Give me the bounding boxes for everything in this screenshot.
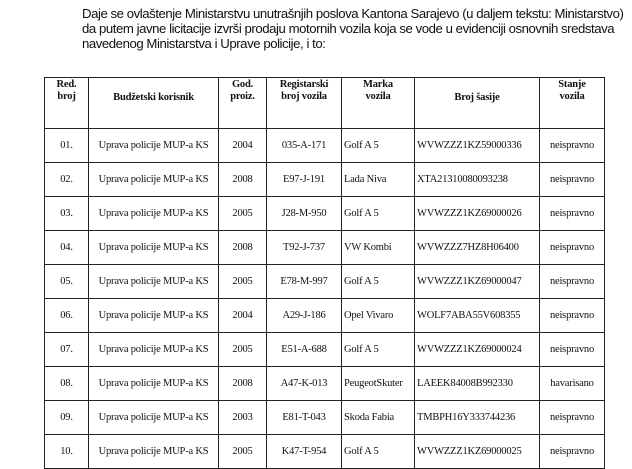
header-god-proiz: God. proiz. bbox=[219, 78, 267, 129]
cell-marka-vozila: Golf A 5 bbox=[342, 197, 415, 231]
cell-broj-sasije: XTA21310080093238 bbox=[415, 163, 540, 197]
cell-broj-sasije: WVWZZZ7HZ8H06400 bbox=[415, 231, 540, 265]
cell-budzetski-korisnik: Uprava policije MUP-a KS bbox=[89, 265, 219, 299]
cell-red-broj: 04. bbox=[45, 231, 89, 265]
cell-god-proiz: 2004 bbox=[219, 129, 267, 163]
table-row bbox=[45, 333, 605, 367]
cell-broj-sasije: WVWZZZ1KZ69000047 bbox=[415, 265, 540, 299]
cell-stanje-vozila: neispravno bbox=[540, 163, 605, 197]
cell-stanje-vozila: neispravno bbox=[540, 231, 605, 265]
cell-red-broj: 05. bbox=[45, 265, 89, 299]
table-row bbox=[45, 129, 605, 163]
cell-registarski-broj: E78-M-997 bbox=[267, 265, 342, 299]
cell-registarski-broj: T92-J-737 bbox=[267, 231, 342, 265]
header-marka-vozila: Marka vozila bbox=[342, 78, 415, 129]
cell-stanje-vozila: havarisano bbox=[540, 367, 605, 401]
header-broj-sasije: Broj šasije bbox=[415, 78, 540, 129]
cell-budzetski-korisnik: Uprava policije MUP-a KS bbox=[89, 129, 219, 163]
cell-god-proiz: 2005 bbox=[219, 333, 267, 367]
cell-marka-vozila: Lada Niva bbox=[342, 163, 415, 197]
cell-broj-sasije: WVWZZZ1KZ69000026 bbox=[415, 197, 540, 231]
cell-budzetski-korisnik: Uprava policije MUP-a KS bbox=[89, 435, 219, 469]
cell-red-broj: 09. bbox=[45, 401, 89, 435]
cell-marka-vozila: Golf A 5 bbox=[342, 265, 415, 299]
vehicle-table bbox=[44, 77, 605, 469]
cell-red-broj: 03. bbox=[45, 197, 89, 231]
intro-line: da putem javne licitacije izvrši prodaju motornih vozila koja se vode u evidenciji osnovnih sredstava bbox=[82, 21, 615, 37]
cell-marka-vozila: Golf A 5 bbox=[342, 435, 415, 469]
cell-red-broj: 07. bbox=[45, 333, 89, 367]
table-row bbox=[45, 197, 605, 231]
table-row bbox=[45, 367, 605, 401]
cell-marka-vozila: PeugeotSkuter bbox=[342, 367, 415, 401]
cell-stanje-vozila: neispravno bbox=[540, 299, 605, 333]
cell-registarski-broj: J28-M-950 bbox=[267, 197, 342, 231]
cell-stanje-vozila: neispravno bbox=[540, 401, 605, 435]
cell-god-proiz: 2005 bbox=[219, 197, 267, 231]
cell-broj-sasije: LAEEK84008B992330 bbox=[415, 367, 540, 401]
cell-god-proiz: 2008 bbox=[219, 231, 267, 265]
cell-registarski-broj: 035-A-171 bbox=[267, 129, 342, 163]
table-header-row bbox=[45, 78, 605, 129]
cell-broj-sasije: WVWZZZ1KZ69000024 bbox=[415, 333, 540, 367]
header-registarski-broj: Registarski broj vozila bbox=[267, 78, 342, 129]
cell-registarski-broj: K47-T-954 bbox=[267, 435, 342, 469]
cell-budzetski-korisnik: Uprava policije MUP-a KS bbox=[89, 333, 219, 367]
cell-red-broj: 08. bbox=[45, 367, 89, 401]
cell-budzetski-korisnik: Uprava policije MUP-a KS bbox=[89, 401, 219, 435]
cell-budzetski-korisnik: Uprava policije MUP-a KS bbox=[89, 367, 219, 401]
cell-broj-sasije: WVWZZZ1KZ69000025 bbox=[415, 435, 540, 469]
table-row bbox=[45, 163, 605, 197]
cell-budzetski-korisnik: Uprava policije MUP-a KS bbox=[89, 163, 219, 197]
table-row bbox=[45, 265, 605, 299]
cell-stanje-vozila: neispravno bbox=[540, 197, 605, 231]
intro-line: navedenog Ministarstva i Uprave policije, i to: bbox=[82, 36, 326, 52]
intro-paragraph bbox=[82, 6, 624, 52]
cell-marka-vozila: Golf A 5 bbox=[342, 129, 415, 163]
cell-marka-vozila: Skoda Fabia bbox=[342, 401, 415, 435]
header-stanje-vozila: Stanje vozila bbox=[540, 78, 605, 129]
cell-god-proiz: 2005 bbox=[219, 435, 267, 469]
cell-budzetski-korisnik: Uprava policije MUP-a KS bbox=[89, 231, 219, 265]
cell-god-proiz: 2008 bbox=[219, 163, 267, 197]
cell-red-broj: 06. bbox=[45, 299, 89, 333]
cell-stanje-vozila: neispravno bbox=[540, 129, 605, 163]
cell-marka-vozila: Opel Vivaro bbox=[342, 299, 415, 333]
cell-god-proiz: 2005 bbox=[219, 265, 267, 299]
cell-broj-sasije: WVWZZZ1KZ59000336 bbox=[415, 129, 540, 163]
cell-marka-vozila: Golf A 5 bbox=[342, 333, 415, 367]
cell-broj-sasije: WOLF7ABA55V608355 bbox=[415, 299, 540, 333]
cell-budzetski-korisnik: Uprava policije MUP-a KS bbox=[89, 299, 219, 333]
cell-red-broj: 02. bbox=[45, 163, 89, 197]
cell-red-broj: 01. bbox=[45, 129, 89, 163]
header-red-broj: Red. broj bbox=[45, 78, 89, 129]
table-row bbox=[45, 401, 605, 435]
cell-stanje-vozila: neispravno bbox=[540, 265, 605, 299]
cell-stanje-vozila: neispravno bbox=[540, 435, 605, 469]
table-row bbox=[45, 299, 605, 333]
cell-god-proiz: 2008 bbox=[219, 367, 267, 401]
cell-red-broj: 10. bbox=[45, 435, 89, 469]
intro-line: Daje se ovlaštenje Ministarstvu unutrašnjih poslova Kantona Sarajevo (u daljem tekstu: Ministarstvo) bbox=[82, 6, 624, 21]
table-row bbox=[45, 231, 605, 265]
cell-budzetski-korisnik: Uprava policije MUP-a KS bbox=[89, 197, 219, 231]
cell-registarski-broj: A29-J-186 bbox=[267, 299, 342, 333]
cell-god-proiz: 2004 bbox=[219, 299, 267, 333]
cell-registarski-broj: E97-J-191 bbox=[267, 163, 342, 197]
cell-stanje-vozila: neispravno bbox=[540, 333, 605, 367]
cell-god-proiz: 2003 bbox=[219, 401, 267, 435]
table-row bbox=[45, 435, 605, 469]
cell-marka-vozila: VW Kombi bbox=[342, 231, 415, 265]
cell-registarski-broj: E51-A-688 bbox=[267, 333, 342, 367]
cell-broj-sasije: TMBPH16Y333744236 bbox=[415, 401, 540, 435]
cell-registarski-broj: E81-T-043 bbox=[267, 401, 342, 435]
header-budzetski-korisnik: Budžetski korisnik bbox=[89, 78, 219, 129]
cell-registarski-broj: A47-K-013 bbox=[267, 367, 342, 401]
